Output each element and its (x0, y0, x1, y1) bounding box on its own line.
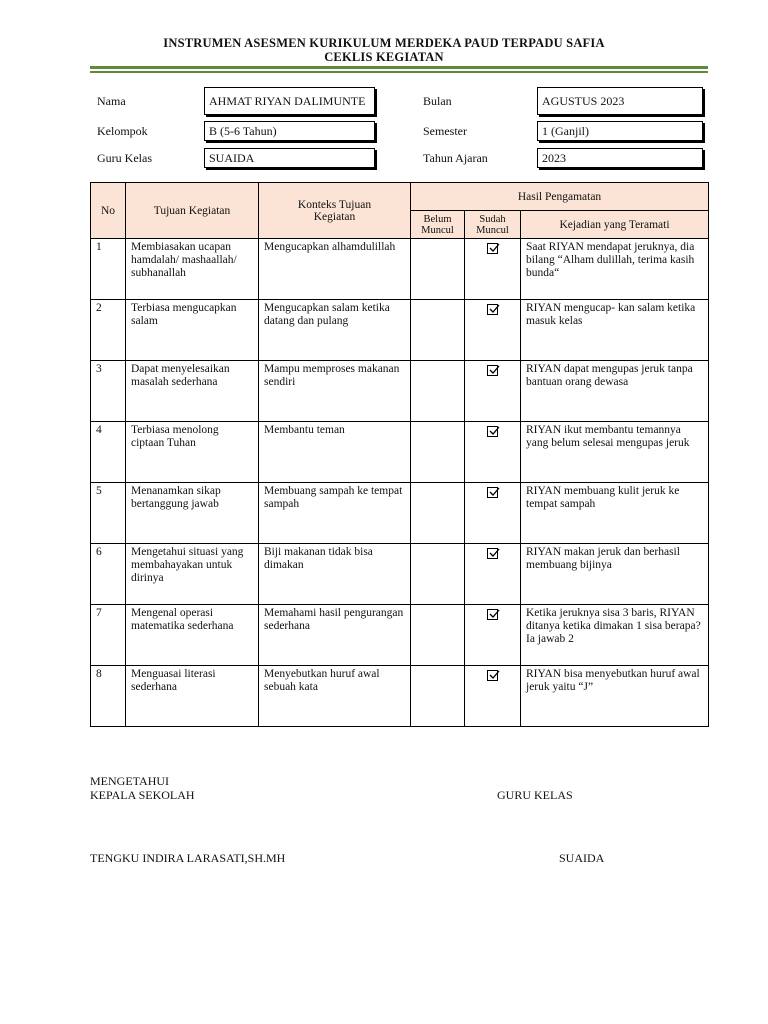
row-tujuan: Membiasakan ucapan hamdalah/ mashaallah/ subhanallah (126, 239, 259, 300)
row-kejadian: Saat RIYAN mendapat jeruknya, dia bilang “Alham dulillah, terima kasih bunda“ (521, 239, 709, 300)
checkbox-checked-icon (487, 487, 498, 498)
header-rule-bottom (90, 71, 708, 73)
header-kejadian-teramati: Kejadian yang Teramati (521, 211, 709, 239)
checkbox-checked-icon (487, 426, 498, 437)
table-row (91, 239, 709, 300)
row-sudah (465, 483, 521, 544)
bulan-label: Bulan (423, 94, 452, 108)
row-kejadian: RIYAN mengucap- kan salam ketika masuk kelas (521, 300, 709, 361)
row-sudah (465, 666, 521, 727)
kepala-sekolah-label: KEPALA SEKOLAH (90, 788, 195, 802)
header-no: No (91, 183, 126, 239)
row-no: 4 (91, 422, 126, 483)
row-kejadian: RIYAN bisa menyebutkan huruf awal jeruk yaitu “J” (521, 666, 709, 727)
row-tujuan: Mengetahui situasi yang membahayakan untuk dirinya (126, 544, 259, 605)
checkbox-checked-icon (487, 304, 498, 315)
tahun-ajaran-label: Tahun Ajaran (423, 151, 488, 165)
header-konteks-tujuan: Konteks Tujuan Kegiatan (259, 183, 411, 239)
row-sudah (465, 544, 521, 605)
checkbox-checked-icon (487, 609, 498, 620)
bulan-field: AGUSTUS 2023 (537, 87, 703, 115)
row-tujuan: Menanamkan sikap bertanggung jawab (126, 483, 259, 544)
row-tujuan: Menguasai literasi sederhana (126, 666, 259, 727)
table-row (91, 300, 709, 361)
nama-field: AHMAT RIYAN DALIMUNTE (204, 87, 375, 115)
header-hasil-pengamatan: Hasil Pengamatan (411, 183, 709, 211)
tahun-ajaran-field: 2023 (537, 148, 703, 168)
row-konteks: Mengucapkan salam ketika datang dan pulang (259, 300, 411, 361)
document-title: INSTRUMEN ASESMEN KURIKULUM MERDEKA PAUD TERPADU SAFIA (163, 36, 605, 50)
row-no: 2 (91, 300, 126, 361)
row-konteks: Membuang sampah ke tempat sampah (259, 483, 411, 544)
table-row (91, 483, 709, 544)
row-sudah (465, 300, 521, 361)
header-tujuan-kegiatan: Tujuan Kegiatan (126, 183, 259, 239)
row-kejadian: Ketika jeruknya sisa 3 baris, RIYAN ditanya ketika dimakan 1 sisa berapa? Ia jawab 2 (521, 605, 709, 666)
table-row (91, 361, 709, 422)
row-belum (411, 361, 465, 422)
mengetahui-label: MENGETAHUI (90, 774, 170, 788)
row-belum (411, 483, 465, 544)
guru-kelas-name: SUAIDA (559, 851, 605, 865)
document-subtitle: CEKLIS KEGIATAN (324, 50, 444, 64)
row-konteks: Membantu teman (259, 422, 411, 483)
row-konteks: Mengucapkan alhamdulillah (259, 239, 411, 300)
kelompok-field: B (5-6 Tahun) (204, 121, 375, 141)
row-konteks: Biji makanan tidak bisa dimakan (259, 544, 411, 605)
row-kejadian: RIYAN dapat mengupas jeruk tanpa bantuan orang dewasa (521, 361, 709, 422)
row-belum (411, 239, 465, 300)
row-no: 5 (91, 483, 126, 544)
row-tujuan: Mengenal operasi matematika sederhana (126, 605, 259, 666)
nama-label: Nama (97, 94, 126, 108)
table-row (91, 544, 709, 605)
row-tujuan: Terbiasa mengucapkan salam (126, 300, 259, 361)
row-tujuan: Terbiasa menolong ciptaan Tuhan (126, 422, 259, 483)
row-no: 3 (91, 361, 126, 422)
row-no: 8 (91, 666, 126, 727)
checklist-table (90, 182, 709, 727)
row-tujuan: Dapat menyelesaikan masalah sederhana (126, 361, 259, 422)
row-sudah (465, 361, 521, 422)
row-sudah (465, 239, 521, 300)
table-row (91, 666, 709, 727)
table-row (91, 422, 709, 483)
row-sudah (465, 605, 521, 666)
row-belum (411, 422, 465, 483)
row-no: 6 (91, 544, 126, 605)
checkbox-checked-icon (487, 365, 498, 376)
checkbox-checked-icon (487, 548, 498, 559)
semester-field: 1 (Ganjil) (537, 121, 703, 141)
row-konteks: Memahami hasil pengurangan sederhana (259, 605, 411, 666)
row-no: 7 (91, 605, 126, 666)
row-belum (411, 666, 465, 727)
kelompok-label: Kelompok (97, 124, 148, 138)
row-kejadian: RIYAN membuang kulit jeruk ke tempat sampah (521, 483, 709, 544)
header-rule-top (90, 66, 708, 69)
row-kejadian: RIYAN ikut membantu temannya yang belum selesai mengupas jeruk (521, 422, 709, 483)
row-no: 1 (91, 239, 126, 300)
row-konteks: Menyebutkan huruf awal sebuah kata (259, 666, 411, 727)
header-sudah-muncul: Sudah Muncul (465, 211, 521, 239)
semester-label: Semester (423, 124, 467, 138)
header-belum-muncul: Belum Muncul (411, 211, 465, 239)
table-row (91, 605, 709, 666)
row-belum (411, 544, 465, 605)
row-belum (411, 605, 465, 666)
guru-kelas-label: Guru Kelas (97, 151, 152, 165)
row-belum (411, 300, 465, 361)
kepala-sekolah-name: TENGKU INDIRA LARASATI,SH.MH (90, 851, 286, 865)
checkbox-checked-icon (487, 243, 498, 254)
row-sudah (465, 422, 521, 483)
row-kejadian: RIYAN makan jeruk dan berhasil membuang bijinya (521, 544, 709, 605)
guru-kelas-field: SUAIDA (204, 148, 375, 168)
checkbox-checked-icon (487, 670, 498, 681)
row-konteks: Mampu memproses makanan sendiri (259, 361, 411, 422)
guru-kelas-title: GURU KELAS (497, 788, 573, 802)
